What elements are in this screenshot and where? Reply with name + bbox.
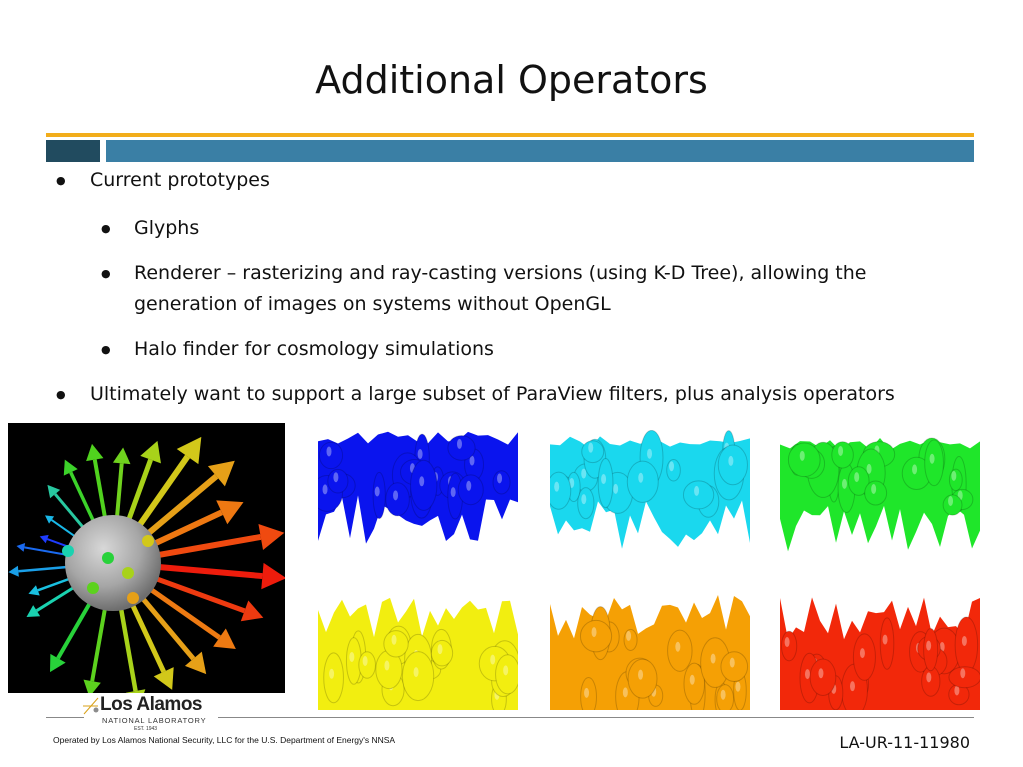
bullet-glyphs bbox=[101, 213, 200, 244]
glyph-visualization-image bbox=[8, 423, 285, 693]
render-image-red bbox=[780, 585, 980, 710]
bullet-dot: ● bbox=[56, 174, 66, 187]
bullet-text: Current prototypes bbox=[90, 169, 270, 191]
bullet-ultimately bbox=[56, 379, 895, 410]
slide-title: Additional Operators bbox=[315, 58, 708, 102]
render-image-orange bbox=[550, 585, 750, 710]
bullet-dot: ● bbox=[101, 222, 111, 235]
bullet-dot: ● bbox=[101, 343, 111, 356]
footer-rule-right bbox=[218, 717, 974, 718]
lanl-logo bbox=[82, 694, 212, 734]
logo-est: EST. 1943 bbox=[134, 726, 158, 732]
bullet-text: Glyphs bbox=[134, 217, 200, 239]
footer-rule-left bbox=[46, 717, 84, 718]
logo-name: Los Alamos bbox=[100, 694, 202, 715]
bullet-dot: ● bbox=[101, 267, 111, 280]
bullet-text: Halo finder for cosmology simulations bbox=[134, 338, 494, 360]
blue-band bbox=[106, 140, 974, 162]
render-image-yellow bbox=[318, 585, 518, 710]
bullet-text: Ultimately want to support a large subset of ParaView filters, plus analysis operators bbox=[90, 383, 895, 405]
logo-mark-icon bbox=[82, 696, 100, 716]
render-image-blue bbox=[318, 425, 518, 550]
gold-rule bbox=[46, 133, 974, 137]
bullet-halo-finder bbox=[101, 334, 494, 365]
arrow-glyphs-icon bbox=[8, 423, 285, 693]
bullet-dot: ● bbox=[56, 388, 66, 401]
report-number: LA-UR-11-11980 bbox=[839, 733, 970, 752]
bullet-renderer bbox=[101, 258, 954, 320]
operated-by-text: Operated by Los Alamos National Security, LLC for the U.S. Department of Energy's NNSA bbox=[53, 735, 396, 745]
logo-subtitle: NATIONAL LABORATORY bbox=[102, 716, 207, 725]
render-image-cyan bbox=[550, 430, 750, 555]
dark-band bbox=[46, 140, 100, 162]
bullet-text: Renderer – rasterizing and ray-casting versions (using K-D Tree), allowing the generation of images on systems without OpenGL bbox=[134, 262, 867, 315]
render-image-green bbox=[780, 432, 980, 557]
bullet-current-prototypes bbox=[56, 165, 270, 196]
